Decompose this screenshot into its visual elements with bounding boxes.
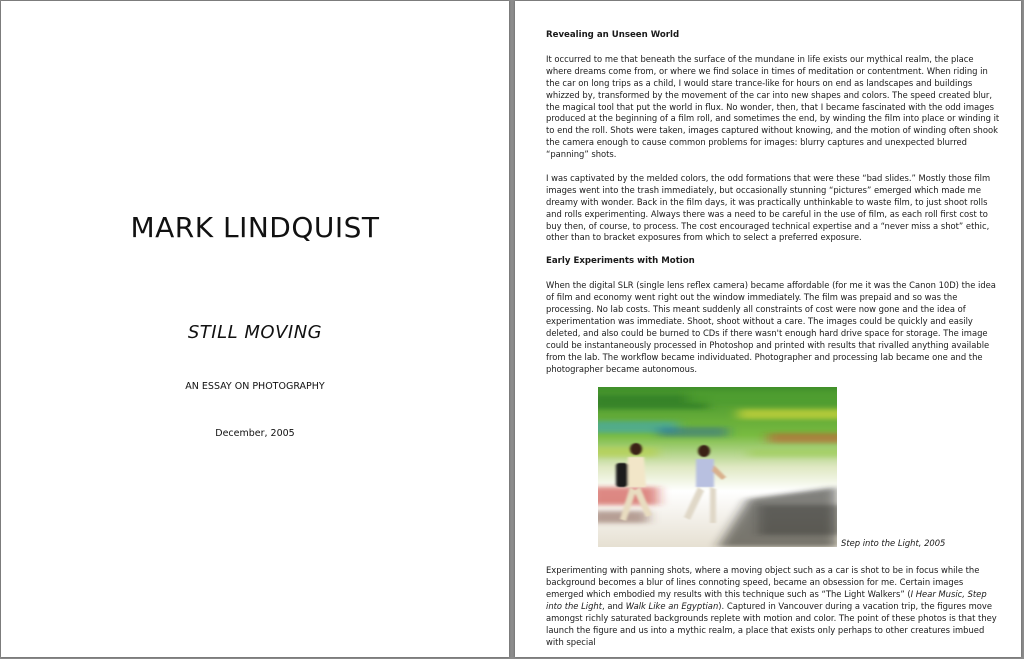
essay-tagline: AN ESSAY ON PHOTOGRAPHY xyxy=(185,381,325,392)
publication-date: December, 2005 xyxy=(215,428,295,439)
paragraph-4-text-a: Experimenting with panning shots, where a moving object such as a car is shot to be in focus while the background becomes a blur of lines connoting speed, became an obsession for me. Certain images emerged which embodied my results with this technique such as “The Light Walkers” ( xyxy=(546,565,980,600)
essay-page xyxy=(515,1,1021,657)
section-heading-early-experiments: Early Experiments with Motion xyxy=(546,256,695,267)
photo-caption: Step into the Light, 2005 xyxy=(841,538,946,549)
motion-blur-photo xyxy=(598,387,837,547)
paragraph-4 xyxy=(546,565,1001,648)
paragraph-3: When the digital SLR (single lens reflex camera) became affordable (for me it was the Canon 10D) the idea of film and economy went right out the window immediately. The film was prepaid and so was the processing. No lab costs. This meant suddenly all constraints of cost were now gone and the idea of experimentation was immediate. Shoot, shoot without a care. The images could be quickly and easily deleted, and also could be burned to CDs if there wasn't enough hard drive space for storage. The image could be instantaneously processed in Photoshop and printed with results that rivalled anything available from the lab. The workflow became individuated. Photographer and processing lab became one and the photographer became autonomous. xyxy=(546,280,996,374)
paragraph-1: It occurred to me that beneath the surface of the mundane in life exists our mythical realm, the place where dreams come from, or where we find solace in times of meditation or contentment. When riding in the car on long trips as a child, I would stare trance-like for hours on end as landscapes and buildings whizzed by, transformed by the movement of the car into new shapes and colors. The speed created blur, the magical tool that put the world in flux. No wonder, then, that I became fascinated with the odd images produced at the beginning of a film roll, and sometimes the end, by winding the film into place or winding it to end the roll. Shots were taken, images captured without knowing, and the motion of winding often shook the camera enough to cause common problems for images: blurry captures and unexpected blurred “panning” shots. xyxy=(546,53,1000,160)
author-name: MARK LINDQUIST xyxy=(130,211,380,244)
cover-page xyxy=(1,1,509,657)
paragraph-2: I was captivated by the melded colors, the odd formations that were these “bad slides.” Mostly those film images went into the trash immediately, but occasionally stunning “pictures” emerged which made me dreamy with wonder. Back in the film days, it was practically unthinkable to waste film, to just shoot rolls and rolls experimenting. Always there was a need to be careful in the use of film, as each roll first cost to buy then, of course, to process. The cost encouraged technical expertise and a “never miss a shot” ethic, other than to bracket exposures from which to select a preferred exposure. xyxy=(546,172,991,243)
paragraph-4-text-b: , and xyxy=(602,601,626,612)
paragraph-4-text-c: ). Captured in Vancouver during a vacation trip, the figures move amongst richly saturated backgrounds replete with motion and color. The point of these photos is that they launch the figure and us into a mythic realm, a place that exists only perhaps to other creatures imbued with special xyxy=(546,601,997,647)
photo-illustration xyxy=(598,387,837,547)
paragraph-4-italic-title: Walk Like an Egyptian xyxy=(625,601,719,612)
essay-title: STILL MOVING xyxy=(187,322,323,343)
essay-body xyxy=(546,30,1001,657)
section-heading-revealing: Revealing an Unseen World xyxy=(546,30,680,40)
figure xyxy=(546,387,1001,553)
paragraph-4-italic-titles: I Hear Music, Step into the Light xyxy=(546,589,987,612)
